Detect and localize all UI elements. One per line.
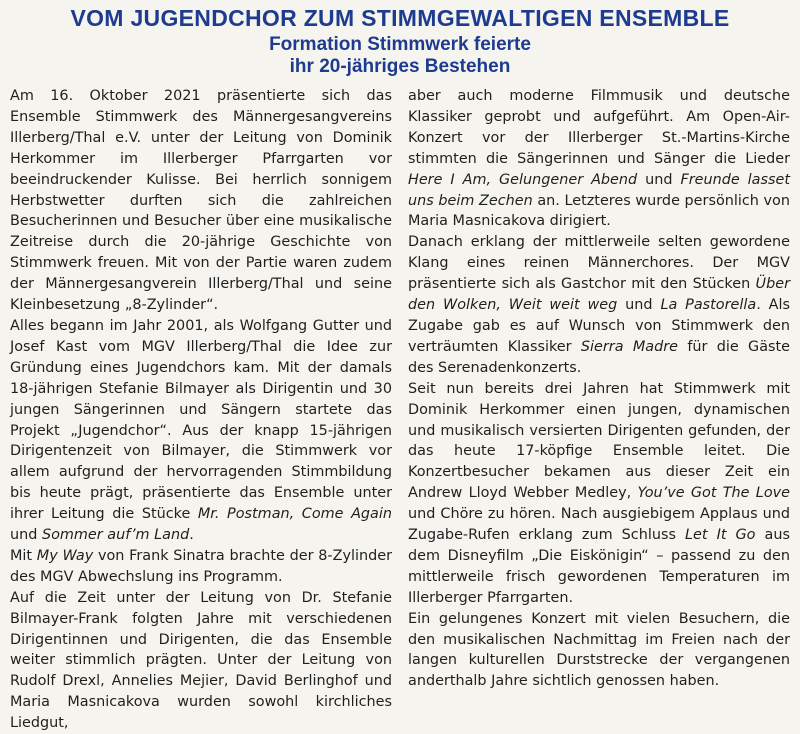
- subheadline-line-2: ihr 20-jähriges Bestehen: [289, 56, 511, 77]
- text-run: Seit nun bereits drei Jahren hat Stimmwerk mit Dominik Herkommer einen jungen, dynamischen und musikalisch versierten Dirigenten gefunden, der das heute 17-köpfige Ensemble leitet. Die Konzertbesucher bekamen aus dieser Zeit ein Andrew Lloyd Webber Medley,: [408, 380, 790, 502]
- song-title: You’ve Got The Love: [637, 485, 790, 502]
- song-title: Here I Am, Gelungener Abend: [408, 171, 638, 188]
- text-run: und: [617, 297, 661, 314]
- text-run: . Als Zugabe gab es auf Wunsch von Stimmwerk den verträumten Klassiker: [408, 297, 790, 355]
- song-title: My Way: [36, 547, 94, 564]
- text-run: und Chöre zu hören. Nach ausgiebigem Applaus und Zugabe-Rufen erklang zum Schluss: [408, 506, 790, 544]
- song-title: Mr. Postman, Come Again: [197, 506, 392, 523]
- song-title: Sommer auf’m Land: [41, 527, 190, 544]
- text-run: für die Gäste des Serenadenkonzerts.: [408, 338, 791, 376]
- paragraph-conductors: Auf die Zeit unter der Leitung von Dr. Stefanie Bilmayer-Frank folgten Jahre mit verschiedenen Dirigentinnen und Dirigenten, die das Ensemble weiter stimmlich prägten. Unter der Leitung von Rudolf Drexl, Annelies Mejier, David Berlinghof und Maria Masnicakova wurden sowohl kirchliches Liedgut,: [10, 589, 392, 732]
- song-title: Sierra Madre: [580, 338, 678, 355]
- text-run: Mit: [10, 547, 37, 564]
- text-run: von Frank Sinatra brachte der 8-Zylinder des MGV Abwechslung ins Programm.: [10, 547, 392, 585]
- text-run: Alles begann im Jahr 2001, als Wolfgang Gutter und Josef Kast vom MGV Illerberg/Thal die Idee zur Gründung eines Jugendchors kam. Mit der damals 18-jährigen Stefanie Bilmayer als Dirigentin und 30 jungen Sängerinnen und Sängern startete das Projekt „Jugendchor“. Aus der knapp 15-jährigen Dirigentenzeit von Bilmayer, die Stimmwerk vor allem aufgrund der hervorragenden Stimmbildung bis heute prägt, präsentierte das Ensemble unter ihrer Leitung die Stücke: [10, 317, 392, 523]
- subheadline-line-1: Formation Stimmwerk feierte: [269, 34, 531, 55]
- song-title: Freunde lasset uns beim Zechen: [408, 171, 790, 209]
- text-run: an. Letzteres wurde persönlich von Maria Masnicakova dirigiert.: [408, 192, 790, 230]
- text-run: und: [637, 171, 681, 188]
- text-run: aber auch moderne Filmmusik und deutsche Klassiker geprobt und aufgeführt. Am Open-Air-Konzert vor der Illerberger St.-Martins-Kirche stimmten die Sängerinnen und Sänger die Lieder: [408, 88, 790, 167]
- paragraph-history: [10, 316, 392, 546]
- paragraph-open-air: [408, 86, 790, 232]
- paragraph-closing: Ein gelungenes Konzert mit vielen Besuchern, die den musikalischen Nachmittag im Freien nach der langen kulturellen Durststrecke der vergangenen anderthalb Jahre sichtlich genossen haben.: [408, 610, 790, 690]
- song-title: Let It Go: [685, 527, 756, 544]
- article-headline: VOM JUGENDCHOR ZUM STIMMGEWALTIGEN ENSEMBLE: [70, 5, 730, 31]
- text-run: .: [189, 527, 194, 544]
- song-title: La Pastorella: [660, 297, 757, 314]
- left-column: [10, 86, 392, 734]
- paragraph-concert-intro: Am 16. Oktober 2021 präsentierte sich das Ensemble Stimmwerk des Männergesangvereins Illerberg/Thal e.V. unter der Leitung von Dominik Herkommer im Illerberger Pfarrgarten vor beeindruckender Kulisse. Bei herrlich sonnigem Herbstwetter durften sich die zahlreichen Besucherinnen und Besucher über eine musikalische Zeitreise durch die 20-jährige Geschichte von Stimmwerk freuen. Mit von der Partie waren zudem der Männergesangverein Illerberg/Thal und seine Kleinbesetzung „8-Zylinder“.: [10, 88, 392, 314]
- text-run: aus dem Disneyfilm „Die Eiskönigin“ – passend zu den mittlerweile frisch gewordenen Temperaturen im Illerberger Pfarrgarten.: [408, 527, 790, 606]
- song-title: Über den Wolken, Weit weit weg: [408, 276, 790, 314]
- paragraph-current-conductor: [408, 379, 790, 609]
- paragraph-mens-choir: [408, 232, 790, 378]
- paragraph-my-way: [10, 546, 392, 588]
- article-body: [10, 86, 790, 734]
- article-subheadline: [10, 34, 790, 78]
- text-run: und: [10, 527, 42, 544]
- right-column: [408, 86, 790, 734]
- text-run: Danach erklang der mittlerweile selten gewordene Klang eines reinen Männerchores. Der MGV präsentierte sich als Gastchor mit den Stücken: [408, 234, 790, 293]
